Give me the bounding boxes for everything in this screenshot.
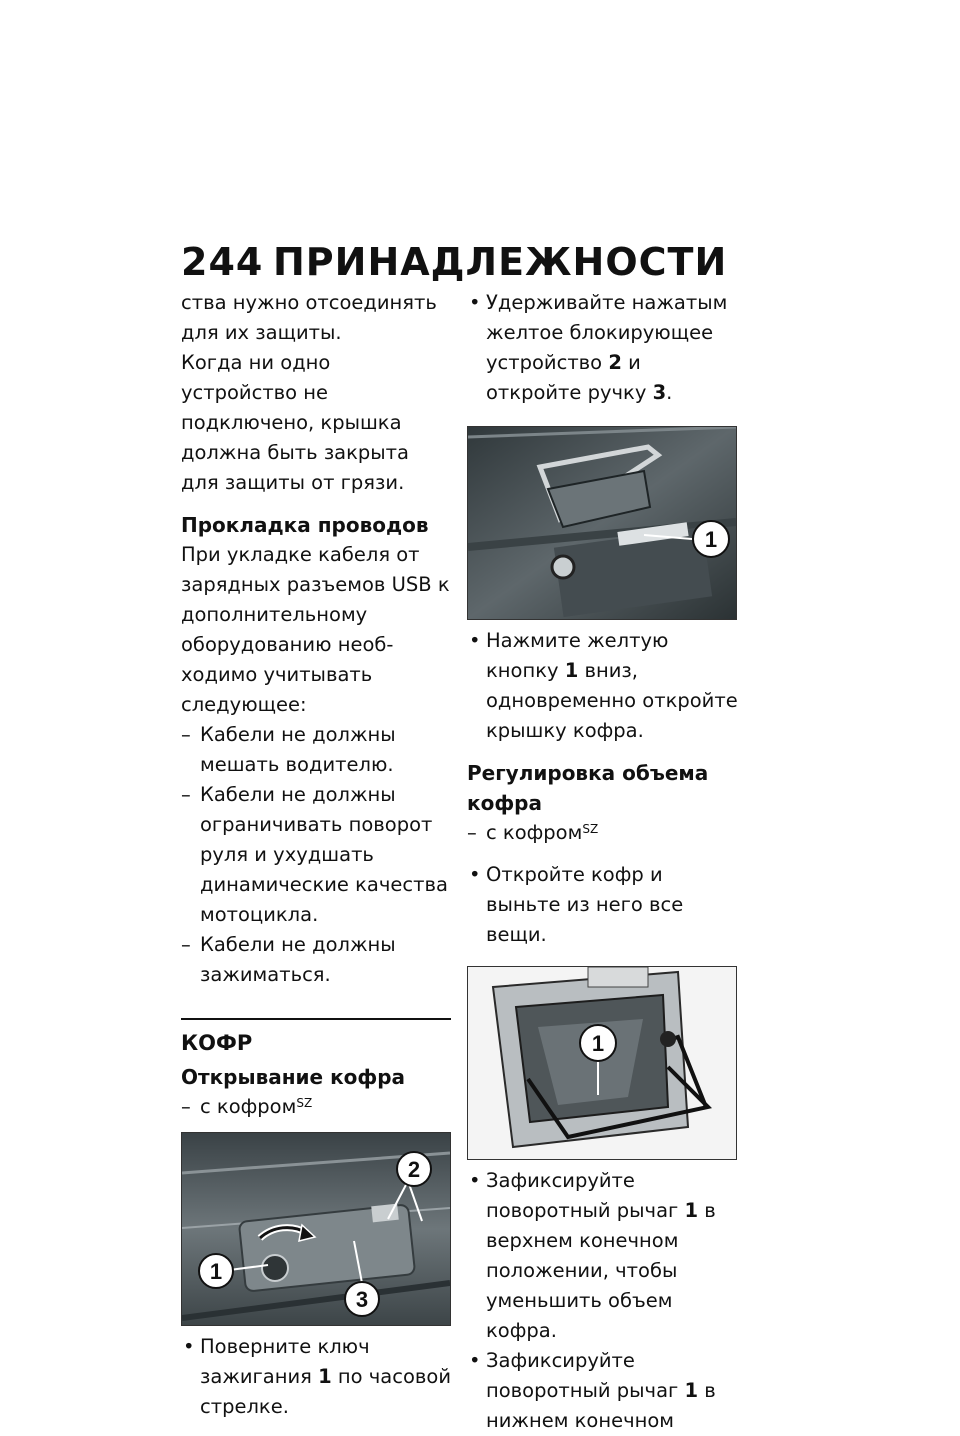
figure-callout: 1 [209, 1259, 223, 1284]
list-item: – Кабели не должны зажиматься. [181, 930, 451, 990]
bullet-text: Поверните ключ зажигания [200, 1335, 370, 1388]
list-item: – Кабели не должны мешать водителю. [181, 720, 451, 780]
condition-text: с кофром [486, 821, 583, 844]
figure-reference: 1 [564, 659, 579, 682]
list-item: – Кабели не должны ограничивать поворот руля и ухудшать динамические качества мотоцикла. [181, 780, 451, 930]
instruction-bullet [467, 288, 739, 408]
bullet-text: Зафиксируйте поворотный рычаг [486, 1349, 679, 1402]
paragraph: ства нужно отсоединять для их защиты. [181, 291, 437, 344]
figure-callout: 2 [407, 1157, 421, 1182]
left-column [181, 288, 451, 1422]
bullet-text: Удерживайте нажатым желтое блокирующее устройство [486, 291, 728, 374]
page-title: ПРИНАДЛЕЖНОСТИ [273, 240, 728, 284]
case-handle-photo [467, 426, 737, 620]
bullet-text: Зафиксируйте поворотный рычаг [486, 1169, 679, 1222]
instruction-bullet [467, 626, 739, 746]
bullet-text: вниз, одновременно откройте крышку кофра. [486, 659, 738, 742]
option-code: SZ [582, 822, 599, 836]
instruction-bullet [181, 1332, 451, 1422]
condition-text: с кофром [200, 1095, 297, 1118]
bullet-text: . [666, 381, 673, 404]
figure-callout: 1 [704, 527, 718, 552]
case-lock-photo [181, 1132, 451, 1326]
figure-reference: 1 [684, 1199, 699, 1222]
figure-reference: 1 [684, 1379, 699, 1402]
section-heading-wiring: Прокладка проводов [181, 513, 429, 537]
figure-reference: 1 [318, 1365, 332, 1388]
section-heading-adjust-volume: Регулировка объема кофра [467, 761, 709, 815]
figure-reference: 3 [652, 381, 667, 404]
page-number: 244 [181, 240, 264, 284]
bullet-text: в нижнем конечном [486, 1379, 716, 1432]
section-heading-open-case: Открывание кофра [181, 1065, 406, 1089]
page-header [181, 240, 727, 284]
bullet-text: в верхнем конечном положении, чтобы уменьшить объем кофра. [486, 1199, 716, 1342]
right-column [467, 288, 739, 1436]
paragraph: При укладке кабеля от зарядных разъемов USB к дополнительному оборудованию необходимо учитывать следующее: [181, 543, 450, 716]
paragraph: Когда ни одно устройство не подключено, крышка должна быть закрыта для защиты от грязи. [181, 351, 409, 494]
condition-line [467, 818, 739, 848]
chapter-heading-case: КОФР [181, 1018, 451, 1058]
bullet-text: по часовой стрелке. [200, 1365, 451, 1418]
instruction-bullet [467, 1346, 739, 1436]
figure-callout: 1 [591, 1031, 605, 1056]
instruction-bullet: • Откройте кофр и выньте из него все вещи. [467, 860, 739, 950]
case-interior-photo [467, 966, 737, 1160]
bullet-text: Нажмите желтую кнопку [486, 629, 669, 682]
condition-line [181, 1092, 451, 1122]
option-code: SZ [296, 1096, 313, 1110]
instruction-bullet [467, 1166, 739, 1346]
bullet-text: и откройте ручку [486, 351, 647, 404]
figure-reference: 2 [608, 351, 622, 374]
figure-callout: 3 [355, 1287, 369, 1312]
